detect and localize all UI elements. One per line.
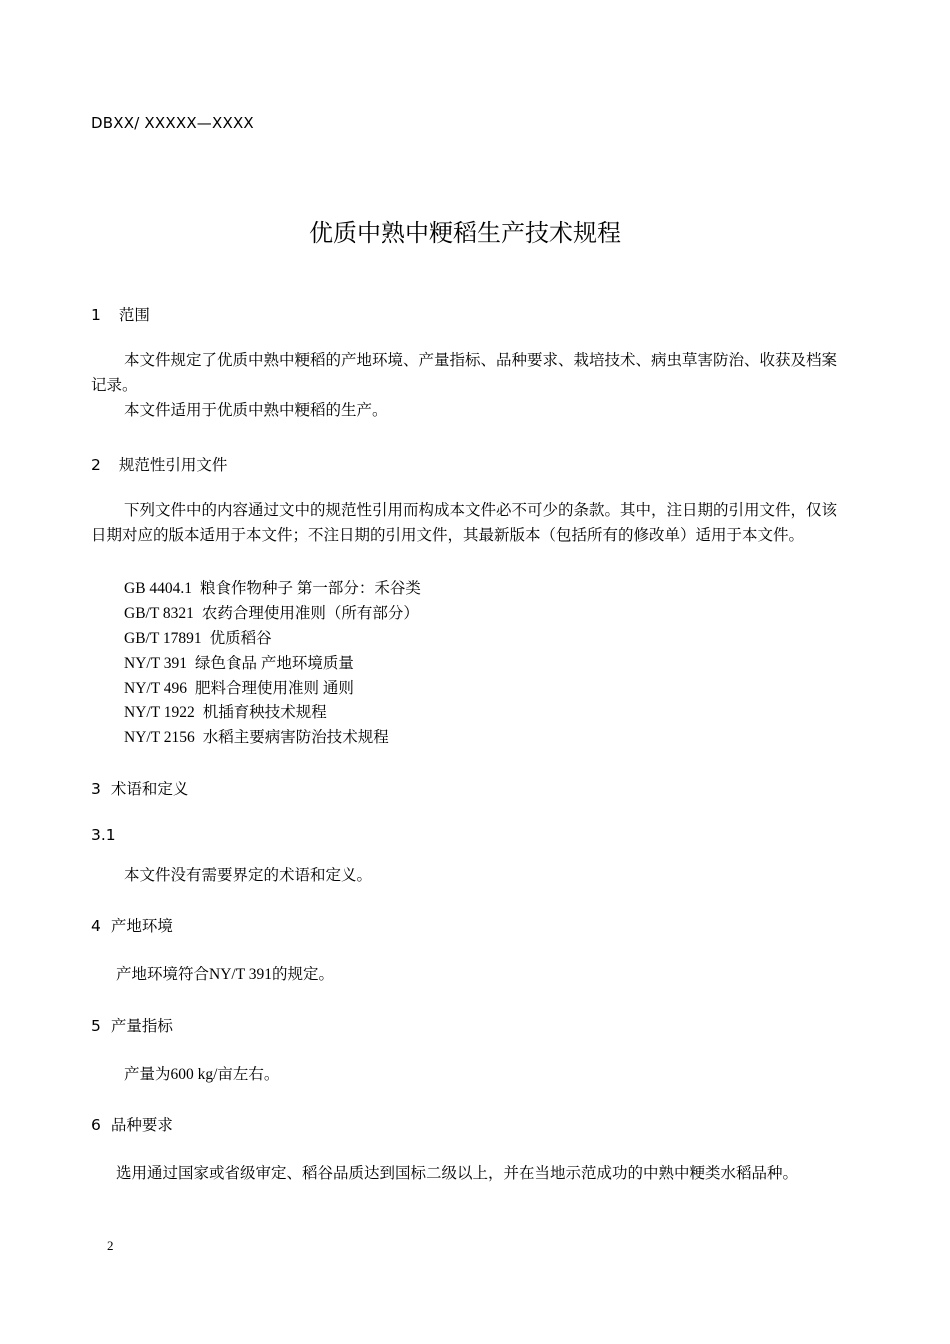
section-title: 品种要求 — [110, 1116, 173, 1134]
reference-name: 肥料合理使用准则 通则 — [195, 680, 354, 697]
section-4-heading — [91, 914, 173, 936]
section-1-paragraph-2: 本文件适用于优质中熟中粳稻的生产。 — [124, 402, 388, 419]
section-number: 4 — [91, 917, 101, 935]
reference-item — [124, 626, 272, 648]
reference-code: NY/T 391 — [124, 655, 188, 672]
section-3-text: 本文件没有需要界定的术语和定义。 — [124, 867, 373, 884]
reference-name: 水稻主要病害防治技术规程 — [202, 729, 389, 746]
section-number: 2 — [91, 456, 101, 474]
section-number: 6 — [91, 1116, 101, 1134]
page-title: 优质中熟中粳稻生产技术规程 — [309, 219, 621, 247]
reference-name: 机插育秧技术规程 — [202, 704, 327, 721]
reference-code: NY/T 1922 — [124, 704, 195, 721]
reference-name: 粮食作物种子 第一部分：禾谷类 — [200, 580, 421, 597]
reference-item — [124, 576, 421, 598]
reference-code: NY/T 496 — [124, 680, 188, 697]
reference-item — [124, 651, 354, 673]
reference-code: NY/T 2156 — [124, 729, 195, 746]
section-5-text: 产量为600 kg/亩左右。 — [124, 1066, 280, 1083]
reference-code: GB/T 17891 — [124, 630, 202, 647]
section-number: 1 — [91, 306, 101, 324]
section-title: 产地环境 — [110, 917, 173, 935]
subsection-3-1-number: 3.1 — [91, 826, 116, 844]
reference-code: GB 4404.1 — [124, 580, 193, 597]
section-title: 术语和定义 — [110, 780, 189, 798]
reference-name: 农药合理使用准则（所有部分） — [201, 605, 419, 622]
section-title: 产量指标 — [110, 1017, 173, 1035]
reference-name: 优质稻谷 — [209, 630, 272, 647]
section-number: 3 — [91, 780, 101, 798]
section-1-heading — [91, 303, 150, 325]
section-title: 规范性引用文件 — [118, 456, 228, 474]
section-title: 范围 — [118, 306, 150, 324]
section-2-heading — [91, 453, 227, 475]
section-6-heading — [91, 1113, 173, 1135]
section-1-paragraph-1: 本文件规定了优质中熟中粳稻的产地环境、产量指标、品种要求、栽培技术、病虫草害防治、收获及档案记录。 — [91, 352, 838, 394]
document-code: DBXX/ XXXXX—XXXX — [91, 114, 254, 132]
reference-name: 绿色食品 产地环境质量 — [195, 655, 354, 672]
reference-item — [124, 676, 354, 698]
section-4-text: 产地环境符合NY/T 391的规定。 — [116, 966, 335, 983]
reference-item — [124, 725, 389, 747]
reference-item — [124, 601, 419, 623]
section-2-intro: 下列文件中的内容通过文中的规范性引用而构成本文件必不可少的条款。其中，注日期的引用文件，仅该日期对应的版本适用于本文件；不注日期的引用文件，其最新版本（包括所有的修改单）适用于本文件。 — [91, 502, 838, 544]
page-number: 2 — [107, 1238, 114, 1253]
section-5-heading — [91, 1014, 173, 1036]
section-3-heading — [91, 777, 188, 799]
section-number: 5 — [91, 1017, 101, 1035]
reference-code: GB/T 8321 — [124, 605, 194, 622]
section-6-text: 选用通过国家或省级审定、稻谷品质达到国标二级以上，并在当地示范成功的中熟中粳类水稻品种。 — [116, 1165, 799, 1182]
reference-item — [124, 700, 327, 722]
